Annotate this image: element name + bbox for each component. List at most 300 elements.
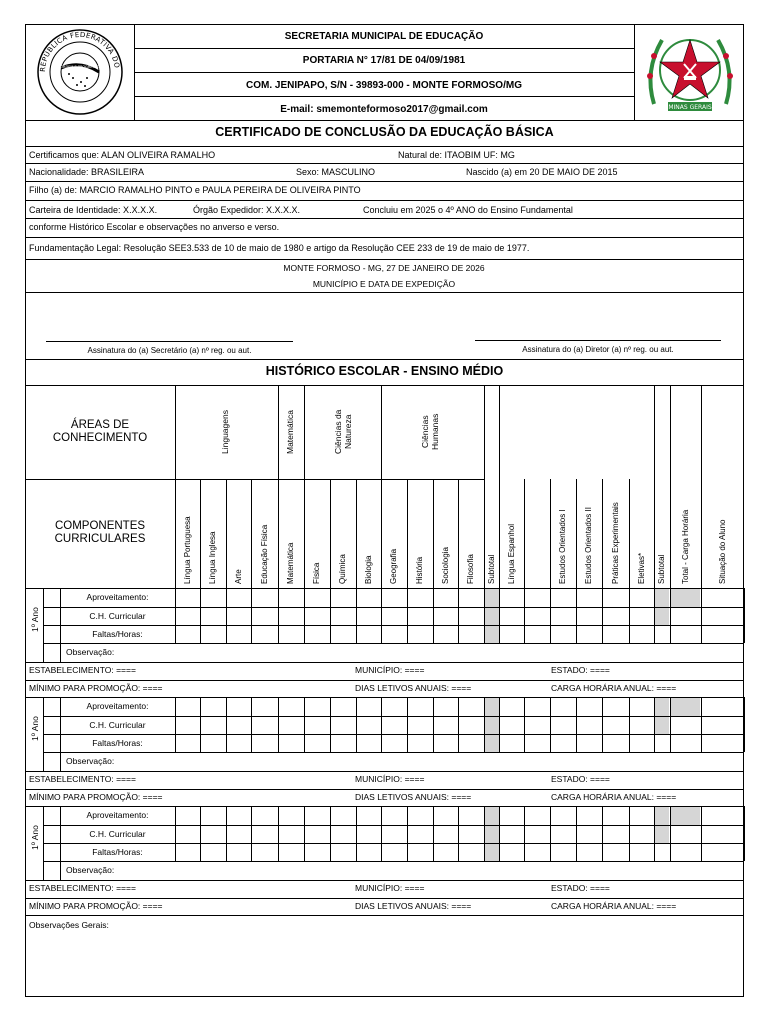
- grade-cell[interactable]: [382, 826, 407, 843]
- grade-cell[interactable]: [702, 589, 744, 607]
- brazil-seal-icon: [31, 28, 129, 116]
- grade-cell[interactable]: [655, 717, 670, 734]
- general-observations: Observações Gerais:: [29, 920, 109, 930]
- grade-cell[interactable]: [227, 589, 251, 607]
- grade-cell[interactable]: [671, 698, 701, 716]
- row-label-1: C.H. Curricular: [89, 610, 146, 621]
- row-label-0: Aproveitamento:: [86, 810, 149, 820]
- grade-cell[interactable]: [252, 735, 278, 752]
- grade-cell[interactable]: [603, 844, 629, 861]
- area-ciencias-humanas: Ciências Humanas: [420, 413, 440, 451]
- grade-cell[interactable]: [577, 626, 602, 643]
- info-line: [25, 789, 744, 790]
- component-col-line-9: [550, 479, 551, 588]
- grade-cell[interactable]: [408, 698, 433, 716]
- component-19: Subtotal: [657, 554, 666, 584]
- grade-cell[interactable]: [525, 626, 550, 643]
- row-label-1: C.H. Curricular: [89, 828, 146, 839]
- grade-cell[interactable]: [603, 626, 629, 643]
- signature-director: Assinatura do (a) Diretor (a) nº reg. ou aut.: [522, 345, 674, 354]
- grade-cell[interactable]: [702, 698, 744, 716]
- grade-cell[interactable]: [176, 608, 200, 625]
- school-days: DIAS LETIVOS ANUAIS: ====: [355, 901, 472, 911]
- grade-cell[interactable]: [279, 826, 304, 843]
- grade-cell[interactable]: [331, 589, 356, 607]
- grade-cell[interactable]: [551, 826, 576, 843]
- grade-cell[interactable]: [331, 807, 356, 825]
- grade-cell[interactable]: [252, 717, 278, 734]
- grade-cell[interactable]: [525, 608, 550, 625]
- issuer: Órgão Expedidor: X.X.X.X.: [193, 205, 301, 215]
- grade-cell[interactable]: [279, 608, 304, 625]
- cell-line-22: [744, 588, 745, 607]
- grade-cell[interactable]: [671, 735, 701, 752]
- grade-cell[interactable]: [485, 807, 499, 825]
- grade-cell[interactable]: [357, 735, 381, 752]
- grade-cell[interactable]: [655, 844, 670, 861]
- grade-cell[interactable]: [525, 807, 550, 825]
- header-portaria: PORTARIA N° 17/81 DE 04/09/1981: [302, 55, 466, 66]
- grade-cell[interactable]: [577, 807, 602, 825]
- grade-cell[interactable]: [655, 698, 670, 716]
- row-label-3: Observação:: [66, 865, 115, 875]
- grade-cell[interactable]: [357, 844, 381, 861]
- grade-cell[interactable]: [551, 844, 576, 861]
- grade-cell[interactable]: [357, 589, 381, 607]
- grade-cell[interactable]: [630, 735, 654, 752]
- grade-cell[interactable]: [227, 735, 251, 752]
- grade-cell[interactable]: [252, 698, 278, 716]
- grade-cell[interactable]: [279, 698, 304, 716]
- component-col-line-1: [226, 479, 227, 588]
- area-line-mat: [278, 479, 304, 480]
- header-area-sep-3: [484, 385, 485, 588]
- annual-hours: CARGA HORÁRIA ANUAL: ====: [551, 683, 677, 693]
- grade-cell[interactable]: [671, 626, 701, 643]
- grade-cell[interactable]: [305, 717, 330, 734]
- component-9: História: [415, 556, 424, 584]
- municipality: MUNICÍPIO: ====: [355, 774, 425, 784]
- year-label: 1º Ano: [30, 825, 40, 850]
- blocks-bottom-line: [25, 915, 744, 916]
- grade-cell[interactable]: [252, 826, 278, 843]
- grade-cell[interactable]: [603, 589, 629, 607]
- info-line: [25, 680, 744, 681]
- minas-gerais-coat-of-arms-icon: [640, 26, 740, 118]
- grade-cell[interactable]: [252, 844, 278, 861]
- grade-cell[interactable]: [357, 698, 381, 716]
- cell-line-22: [744, 697, 745, 716]
- grade-cell[interactable]: [279, 735, 304, 752]
- grade-cell[interactable]: [357, 626, 381, 643]
- grade-cell[interactable]: [408, 807, 433, 825]
- grade-cell[interactable]: [434, 807, 458, 825]
- grade-cell[interactable]: [655, 608, 670, 625]
- grade-cell[interactable]: [630, 826, 654, 843]
- grade-cell[interactable]: [702, 717, 744, 734]
- grade-cell[interactable]: [459, 589, 484, 607]
- grade-cell[interactable]: [525, 735, 550, 752]
- cert-line-5: [25, 237, 744, 238]
- header-line-2: [134, 72, 634, 73]
- component-col-line-11: [602, 479, 603, 588]
- grade-cell[interactable]: [305, 608, 330, 625]
- certificate-title: CERTIFICADO DE CONCLUSÃO DA EDUCAÇÃO BÁSICA: [215, 125, 554, 139]
- grade-cell[interactable]: [702, 735, 744, 752]
- birth-date: Nascido (a) em 20 DE MAIO DE 2015: [466, 167, 618, 177]
- grade-cell[interactable]: [408, 626, 433, 643]
- grade-cell[interactable]: [227, 807, 251, 825]
- establishment: ESTABELECIMENTO: ====: [29, 774, 136, 784]
- grade-cell[interactable]: [485, 735, 499, 752]
- grade-cell[interactable]: [434, 698, 458, 716]
- grade-cell[interactable]: [500, 626, 524, 643]
- grade-cell[interactable]: [201, 717, 226, 734]
- grade-cell[interactable]: [408, 589, 433, 607]
- grade-cell[interactable]: [655, 589, 670, 607]
- grade-cell[interactable]: [305, 826, 330, 843]
- signature-secretary: Assinatura do (a) Secretário (a) nº reg. ou aut.: [87, 346, 252, 355]
- annual-hours: CARGA HORÁRIA ANUAL: ====: [551, 901, 677, 911]
- grade-cell[interactable]: [252, 589, 278, 607]
- grade-cell[interactable]: [500, 589, 524, 607]
- component-col-line-2: [251, 479, 252, 588]
- grade-cell[interactable]: [577, 735, 602, 752]
- row-label-2: Faltas/Horas:: [92, 846, 143, 857]
- grade-cell[interactable]: [655, 626, 670, 643]
- municipality: MUNICÍPIO: ====: [355, 883, 425, 893]
- grade-cell[interactable]: [459, 626, 484, 643]
- grade-cell[interactable]: [201, 589, 226, 607]
- grade-cell[interactable]: [525, 717, 550, 734]
- grade-cell[interactable]: [382, 698, 407, 716]
- grade-cell[interactable]: [408, 735, 433, 752]
- grade-cell[interactable]: [459, 608, 484, 625]
- grade-cell[interactable]: [459, 717, 484, 734]
- row-label-0: Aproveitamento:: [86, 701, 149, 711]
- component-0: Língua Portuguesa: [182, 516, 192, 584]
- grade-cell[interactable]: [279, 807, 304, 825]
- legal-basis: Fundamentação Legal: Resolução SEE3.533 de 10 de maio de 1980 e artigo da Resolução CEE 233 de 19 de maio de 1977.: [29, 243, 530, 253]
- grade-cell[interactable]: [551, 608, 576, 625]
- grade-cell[interactable]: [630, 844, 654, 861]
- grade-cell[interactable]: [485, 626, 499, 643]
- area-line-cn: [304, 479, 381, 480]
- header-secretaria: SECRETARIA MUNICIPAL DE EDUCAÇÃO: [284, 31, 484, 42]
- grade-cell[interactable]: [357, 807, 381, 825]
- header-address: COM. JENIPAPO, S/N - 39893-000 - MONTE FORMOSO/MG: [246, 80, 522, 91]
- grade-cell[interactable]: [227, 844, 251, 861]
- grade-cell[interactable]: [500, 735, 524, 752]
- grade-cell[interactable]: [434, 735, 458, 752]
- component-17: Práticas Experimentais: [610, 502, 620, 584]
- year-label: 1º Ano: [30, 716, 40, 741]
- grade-cell[interactable]: [227, 608, 251, 625]
- component-10: Sociologia: [440, 547, 450, 584]
- grade-cell[interactable]: [525, 844, 550, 861]
- grade-cell[interactable]: [630, 626, 654, 643]
- certify-name: Certificamos que: ALAN OLIVEIRA RAMALHO: [29, 150, 216, 160]
- grade-cell[interactable]: [485, 698, 499, 716]
- grade-cell[interactable]: [331, 698, 356, 716]
- component-11: Filosofia: [466, 554, 475, 584]
- header-col-line-0: [175, 385, 176, 588]
- grade-cell[interactable]: [279, 717, 304, 734]
- cell-line-22: [744, 843, 745, 861]
- concluded: Concluiu em 2025 o 4º ANO do Ensino Fundamental: [363, 205, 573, 215]
- grade-cell[interactable]: [227, 717, 251, 734]
- grade-cell[interactable]: [252, 807, 278, 825]
- header-area-sep-0: [278, 385, 279, 588]
- sex: Sexo: MASCULINO: [296, 167, 376, 177]
- grade-cell[interactable]: [525, 589, 550, 607]
- row-label-2: Faltas/Horas:: [92, 628, 143, 639]
- grade-cell[interactable]: [331, 626, 356, 643]
- grade-cell[interactable]: [630, 698, 654, 716]
- grade-cell[interactable]: [382, 717, 407, 734]
- state: ESTADO: ====: [551, 883, 610, 893]
- component-8: Geografia: [389, 548, 398, 584]
- grade-cell[interactable]: [331, 826, 356, 843]
- state: ESTADO: ====: [551, 774, 610, 784]
- component-3: Educação Física: [259, 524, 269, 584]
- grade-cell[interactable]: [485, 717, 499, 734]
- grade-cell[interactable]: [603, 698, 629, 716]
- row-label-3: Observação:: [66, 647, 115, 657]
- cell-line-22: [744, 607, 745, 625]
- grade-cell[interactable]: [201, 608, 226, 625]
- grade-cell[interactable]: [279, 589, 304, 607]
- grade-cell[interactable]: [655, 735, 670, 752]
- grade-cell[interactable]: [201, 844, 226, 861]
- grade-cell[interactable]: [176, 844, 200, 861]
- component-13: Língua Espanhol: [506, 523, 516, 584]
- component-20: Total - Carga Horária: [680, 509, 690, 584]
- component-col-line-12: [629, 479, 630, 588]
- grade-cell[interactable]: [525, 698, 550, 716]
- grade-cell[interactable]: [227, 826, 251, 843]
- grade-cell[interactable]: [331, 735, 356, 752]
- grade-cell[interactable]: [201, 626, 226, 643]
- establishment: ESTABELECIMENTO: ====: [29, 883, 136, 893]
- parents: Filho (a) de: MARCIO RAMALHO PINTO e PAULA PEREIRA DE OLIVEIRA PINTO: [29, 185, 361, 195]
- grade-cell[interactable]: [176, 735, 200, 752]
- grade-cell[interactable]: [577, 589, 602, 607]
- grade-cell[interactable]: [382, 626, 407, 643]
- grade-cell[interactable]: [500, 844, 524, 861]
- grade-cell[interactable]: [176, 589, 200, 607]
- min-promotion: MÍNIMO PARA PROMOÇÃO: ====: [29, 792, 163, 802]
- cell-line-22: [744, 806, 745, 825]
- cert-line-3: [25, 200, 744, 201]
- grade-cell[interactable]: [551, 626, 576, 643]
- info-line: [25, 898, 744, 899]
- grade-cell[interactable]: [305, 626, 330, 643]
- natural-of: Natural de: ITAOBIM UF: MG: [398, 150, 515, 160]
- component-12: Subtotal: [486, 554, 496, 584]
- grade-cell[interactable]: [603, 807, 629, 825]
- grade-cell[interactable]: [434, 589, 458, 607]
- grade-cell[interactable]: [408, 608, 433, 625]
- grade-cell[interactable]: [671, 589, 701, 607]
- grade-cell[interactable]: [279, 626, 304, 643]
- grade-cell[interactable]: [305, 735, 330, 752]
- grade-cell[interactable]: [603, 717, 629, 734]
- header-area-sep-2: [381, 385, 382, 588]
- grade-cell[interactable]: [305, 807, 330, 825]
- grade-cell[interactable]: [551, 807, 576, 825]
- grade-cell[interactable]: [630, 807, 654, 825]
- grade-cell[interactable]: [500, 826, 524, 843]
- header-area-sep-5: [654, 385, 655, 588]
- header-divider-right: [634, 24, 635, 120]
- municipality: MUNICÍPIO: ====: [355, 665, 425, 675]
- component-col-line-8: [524, 479, 525, 588]
- grade-cell[interactable]: [603, 608, 629, 625]
- grade-cell[interactable]: [331, 717, 356, 734]
- grade-cell[interactable]: [603, 735, 629, 752]
- grade-cell[interactable]: [434, 626, 458, 643]
- component-21: Situação do Aluno: [717, 519, 727, 584]
- grade-cell[interactable]: [357, 717, 381, 734]
- grade-cell[interactable]: [201, 698, 226, 716]
- grade-cell[interactable]: [408, 717, 433, 734]
- grade-cell[interactable]: [434, 608, 458, 625]
- grade-cell[interactable]: [577, 826, 602, 843]
- grade-cell[interactable]: [305, 698, 330, 716]
- component-7: Biologia: [363, 555, 373, 584]
- grade-cell[interactable]: [331, 608, 356, 625]
- grade-cell[interactable]: [671, 807, 701, 825]
- component-col-line-3: [330, 479, 331, 588]
- grade-cell[interactable]: [459, 826, 484, 843]
- grade-cell[interactable]: [671, 826, 701, 843]
- grade-cell[interactable]: [485, 826, 499, 843]
- grade-cell[interactable]: [485, 589, 499, 607]
- grade-cell[interactable]: [702, 608, 744, 625]
- grade-cell[interactable]: [434, 826, 458, 843]
- signature-line-secretary: [46, 341, 293, 342]
- grade-cell[interactable]: [702, 807, 744, 825]
- grade-cell[interactable]: [702, 626, 744, 643]
- cert-line-2: [25, 181, 744, 182]
- row-line: [43, 861, 744, 862]
- grade-cell[interactable]: [382, 608, 407, 625]
- grade-cell[interactable]: [671, 717, 701, 734]
- grade-cell[interactable]: [577, 717, 602, 734]
- grade-cell[interactable]: [485, 844, 499, 861]
- grade-cell[interactable]: [702, 844, 744, 861]
- grade-cell[interactable]: [176, 717, 200, 734]
- grade-cell[interactable]: [382, 735, 407, 752]
- grade-cell[interactable]: [702, 826, 744, 843]
- coat-of-arms-banner: MINAS GERAIS: [668, 104, 712, 111]
- signature-line-director: [475, 340, 721, 341]
- grade-cell[interactable]: [603, 826, 629, 843]
- year-label: 1º Ano: [30, 607, 40, 632]
- grade-cell[interactable]: [408, 826, 433, 843]
- grade-cell[interactable]: [671, 608, 701, 625]
- grade-cell[interactable]: [577, 608, 602, 625]
- grade-cell[interactable]: [500, 698, 524, 716]
- brazil-seal-text: REPÚBLICA FEDERATIVA DO: [38, 30, 121, 73]
- min-promotion: MÍNIMO PARA PROMOÇÃO: ====: [29, 901, 163, 911]
- grade-cell[interactable]: [382, 589, 407, 607]
- grade-cell[interactable]: [655, 807, 670, 825]
- grade-cell[interactable]: [201, 826, 226, 843]
- grade-cell[interactable]: [500, 717, 524, 734]
- grade-cell[interactable]: [630, 608, 654, 625]
- grade-cell[interactable]: [331, 844, 356, 861]
- component-col-line-10: [576, 479, 577, 588]
- grade-cell[interactable]: [201, 807, 226, 825]
- grade-cell[interactable]: [459, 698, 484, 716]
- grade-cell[interactable]: [434, 844, 458, 861]
- grade-cell[interactable]: [176, 698, 200, 716]
- grade-cell[interactable]: [357, 826, 381, 843]
- grade-cell[interactable]: [459, 735, 484, 752]
- header-email: E-mail: smemonteformoso2017@gmail.com: [280, 104, 488, 115]
- grade-cell[interactable]: [176, 807, 200, 825]
- grade-cell[interactable]: [671, 844, 701, 861]
- grade-cell[interactable]: [485, 608, 499, 625]
- grade-cell[interactable]: [525, 826, 550, 843]
- header-area-sep-6: [670, 385, 671, 588]
- cert-line-7: [25, 292, 744, 293]
- cell-line-22: [744, 734, 745, 752]
- row-line: [25, 880, 744, 881]
- component-4: Matemática: [286, 542, 295, 584]
- grade-cell[interactable]: [357, 608, 381, 625]
- grade-cell[interactable]: [305, 844, 330, 861]
- row-line: [43, 752, 744, 753]
- school-days: DIAS LETIVOS ANUAIS: ====: [355, 683, 472, 693]
- grade-cell[interactable]: [252, 608, 278, 625]
- grade-cell[interactable]: [459, 807, 484, 825]
- grade-cell[interactable]: [176, 626, 200, 643]
- grade-cell[interactable]: [655, 826, 670, 843]
- grade-cell[interactable]: [577, 844, 602, 861]
- grade-cell[interactable]: [630, 589, 654, 607]
- grade-cell[interactable]: [459, 844, 484, 861]
- place-date-label: MUNICÍPIO E DATA DE EXPEDIÇÃO: [312, 279, 456, 289]
- grade-cell[interactable]: [201, 735, 226, 752]
- grade-cell[interactable]: [382, 844, 407, 861]
- grade-cell[interactable]: [176, 826, 200, 843]
- grade-cell[interactable]: [434, 717, 458, 734]
- grade-cell[interactable]: [408, 844, 433, 861]
- grade-cell[interactable]: [227, 626, 251, 643]
- min-promotion: MÍNIMO PARA PROMOÇÃO: ====: [29, 683, 163, 693]
- grade-cell[interactable]: [577, 698, 602, 716]
- grade-cell[interactable]: [305, 589, 330, 607]
- grade-cell[interactable]: [630, 717, 654, 734]
- row-label-0: Aproveitamento:: [86, 592, 149, 602]
- row-label-2: Faltas/Horas:: [92, 737, 143, 748]
- grade-cell[interactable]: [500, 807, 524, 825]
- grade-cell[interactable]: [382, 807, 407, 825]
- grade-cell[interactable]: [551, 735, 576, 752]
- grade-cell[interactable]: [227, 698, 251, 716]
- grade-cell[interactable]: [252, 626, 278, 643]
- grade-cell[interactable]: [551, 717, 576, 734]
- grade-cell[interactable]: [551, 589, 576, 607]
- grade-cell[interactable]: [551, 698, 576, 716]
- grade-cell[interactable]: [279, 844, 304, 861]
- header-area-sep-7: [701, 385, 702, 588]
- place-date: MONTE FORMOSO - MG, 27 DE JANEIRO DE 2026: [283, 263, 485, 273]
- grade-cell[interactable]: [500, 608, 524, 625]
